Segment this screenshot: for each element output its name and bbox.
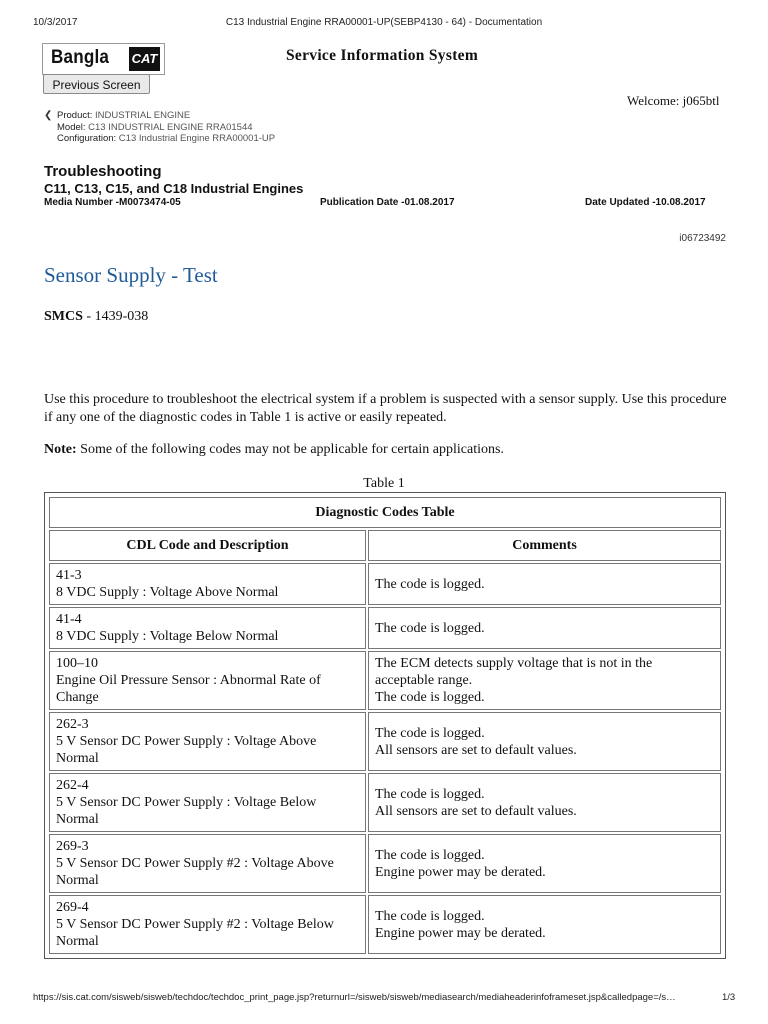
smcs-line	[44, 309, 148, 325]
table-title: Diagnostic Codes Table	[49, 497, 721, 528]
comment-line: All sensors are set to default values.	[375, 803, 577, 819]
comments-cell	[368, 834, 721, 893]
comments-cell	[368, 895, 721, 954]
configuration-label: Configuration:	[57, 133, 117, 144]
code-description: 5 V Sensor DC Power Supply #2 : Voltage Above Normal	[56, 856, 334, 888]
intro-paragraph: Use this procedure to troubleshoot the electrical system if a problem is suspected with a sensor supply. Use this procedure if any one of the diagnostic codes in Table 1 is active or easily repeated.	[44, 392, 727, 425]
code-cell	[49, 895, 366, 954]
comment-line: The code is logged.	[375, 725, 485, 741]
comments-cell	[368, 712, 721, 771]
comments-cell	[368, 651, 721, 710]
configuration-line	[57, 133, 275, 144]
comment-line: The ECM detects supply voltage that is not in the acceptable range.	[375, 656, 653, 688]
diagnostic-code: 41-3	[56, 568, 82, 583]
table-body	[49, 563, 721, 954]
media-number: Media Number -M0073474-05	[44, 197, 181, 208]
comment-line: The code is logged.	[375, 576, 485, 592]
document-id: i06723492	[679, 233, 726, 244]
model-label: Model:	[57, 122, 86, 133]
product-value: INDUSTRIAL ENGINE	[95, 110, 191, 121]
table-row	[49, 834, 721, 893]
comment-line: All sensors are set to default values.	[375, 742, 577, 758]
comments-cell	[368, 607, 721, 649]
code-description: 5 V Sensor DC Power Supply #2 : Voltage Below Normal	[56, 917, 334, 949]
column-header-code: CDL Code and Description	[49, 530, 366, 561]
comments-cell	[368, 563, 721, 605]
table-row	[49, 563, 721, 605]
code-cell	[49, 563, 366, 605]
code-cell	[49, 712, 366, 771]
print-header	[0, 17, 768, 31]
system-title: Service Information System	[286, 47, 479, 64]
comments-cell	[368, 773, 721, 832]
comment-line: Engine power may be derated.	[375, 925, 546, 941]
previous-screen-button[interactable]: Previous Screen	[43, 74, 150, 94]
diagnostic-code: 269-3	[56, 839, 89, 854]
diagnostic-codes-table	[44, 492, 726, 959]
comment-line: The code is logged.	[375, 847, 485, 863]
code-description: 5 V Sensor DC Power Supply : Voltage Below Normal	[56, 795, 317, 827]
footer-page-number: 1/3	[722, 992, 736, 1003]
model-value: C13 INDUSTRIAL ENGINE RRA01544	[88, 122, 253, 133]
code-cell	[49, 651, 366, 710]
publication-date: Publication Date -01.08.2017	[320, 197, 455, 208]
diagnostic-code: 262-4	[56, 778, 89, 793]
model-line	[57, 122, 253, 133]
welcome-user: Welcome: j065btl	[627, 93, 720, 108]
print-footer	[0, 992, 768, 1006]
code-description: 5 V Sensor DC Power Supply : Voltage Above Normal	[56, 734, 317, 766]
diagnostic-code: 41-4	[56, 612, 82, 627]
note-paragraph	[44, 442, 504, 458]
document-title: Troubleshooting	[44, 163, 162, 180]
configuration-value: C13 Industrial Engine RRA00001-UP	[118, 133, 276, 144]
print-date: 10/3/2017	[33, 17, 78, 28]
note-label: Note:	[44, 442, 77, 457]
product-label: Product:	[57, 110, 93, 121]
diagnostic-code: 100–10	[56, 656, 98, 671]
footer-url: https://sis.cat.com/sisweb/sisweb/techdoc/techdoc_print_page.jsp?returnurl=/sisweb/sisweb/mediasearch/mediaheaderinfoframeset.jsp&calledpage=/s…	[33, 992, 676, 1003]
code-cell	[49, 773, 366, 832]
chevron-left-icon[interactable]: ❮	[44, 110, 53, 121]
date-updated: Date Updated -10.08.2017	[585, 197, 706, 208]
dealer-logo	[42, 43, 165, 75]
column-header-comments: Comments	[368, 530, 721, 561]
code-description: 8 VDC Supply : Voltage Above Normal	[56, 585, 279, 600]
code-cell	[49, 834, 366, 893]
comment-line: The code is logged.	[375, 786, 485, 802]
dealer-logo-text: Bangla	[51, 47, 110, 68]
code-description: 8 VDC Supply : Voltage Below Normal	[56, 629, 279, 644]
diagnostic-code: 269-4	[56, 900, 89, 915]
table-caption: Table 1	[363, 476, 405, 491]
table-row	[49, 607, 721, 649]
code-cell	[49, 607, 366, 649]
page-heading: Sensor Supply - Test	[44, 263, 218, 287]
comment-line: Engine power may be derated.	[375, 864, 546, 880]
code-description: Engine Oil Pressure Sensor : Abnormal Rate of Change	[56, 673, 321, 705]
comment-line: The code is logged.	[375, 620, 485, 636]
smcs-value: - 1439-038	[82, 309, 149, 324]
cat-logo-icon: CAT	[129, 47, 160, 71]
smcs-label: SMCS	[44, 309, 83, 324]
note-text: Some of the following codes may not be applicable for certain applications.	[76, 442, 504, 457]
product-line	[57, 110, 190, 121]
table-row	[49, 651, 721, 710]
comment-line: The code is logged.	[375, 908, 485, 924]
print-title: C13 Industrial Engine RRA00001-UP(SEBP4130 - 64) - Documentation	[225, 17, 543, 28]
document-subtitle: C11, C13, C15, and C18 Industrial Engines	[44, 181, 304, 196]
table-row	[49, 895, 721, 954]
diagnostic-code: 262-3	[56, 717, 89, 732]
table-row	[49, 773, 721, 832]
table-row	[49, 712, 721, 771]
comment-line: The code is logged.	[375, 690, 485, 705]
